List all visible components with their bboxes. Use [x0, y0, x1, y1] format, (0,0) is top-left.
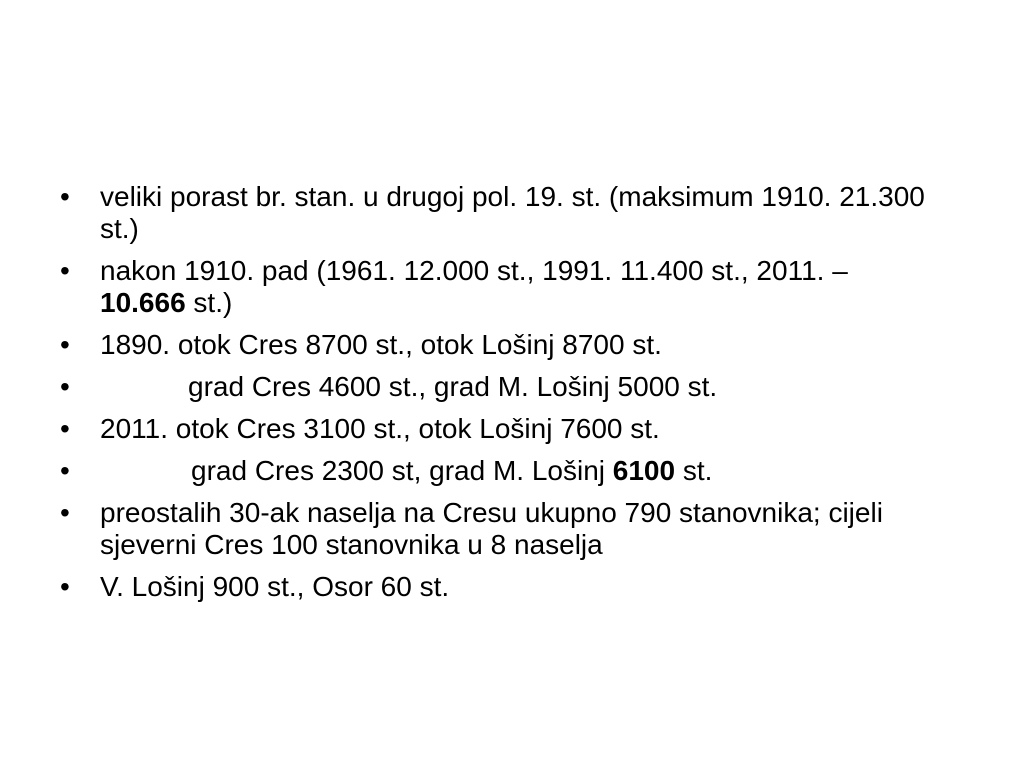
list-item [60, 497, 940, 561]
item-text: grad Cres 2300 st, grad M. Lošinj [191, 455, 613, 486]
list-item [60, 571, 940, 603]
bullet-icon: • [60, 329, 70, 360]
list-item [60, 181, 940, 245]
item-text: nakon 1910. pad (1961. 12.000 st., 1991. 11.400 st., 2011. – [100, 255, 848, 286]
list-item [60, 455, 940, 487]
bullet-icon: • [60, 255, 70, 286]
bullet-list [60, 181, 940, 613]
list-item [60, 255, 940, 319]
bullet-icon: • [60, 497, 70, 528]
item-text: grad Cres 4600 st., grad M. Lošinj 5000 st. [188, 371, 718, 402]
item-bold-value: 6100 [612, 455, 676, 486]
bullet-icon: • [60, 571, 70, 602]
list-item [60, 329, 940, 361]
bullet-icon: • [60, 413, 70, 444]
item-text: V. Lošinj 900 st., Osor 60 st. [100, 571, 450, 602]
item-text-suffix: st.) [185, 287, 233, 318]
bullet-icon: • [60, 181, 70, 212]
bullet-icon: • [60, 371, 70, 402]
item-text: veliki porast br. stan. u drugoj pol. 19. st. (maksimum 1910. 21.300 st.) [100, 181, 925, 244]
list-item [60, 413, 940, 445]
item-text: preostalih 30-ak naselja na Cresu ukupno 790 stanovnika; cijeli sjeverni Cres 100 stanovnika u 8 naselja [100, 497, 883, 560]
item-text-suffix: st. [675, 455, 713, 486]
bullet-icon: • [60, 455, 70, 486]
item-bold-value: 10.666 [100, 287, 186, 318]
item-text: 2011. otok Cres 3100 st., otok Lošinj 7600 st. [100, 413, 660, 444]
list-item [60, 371, 940, 403]
item-text: 1890. otok Cres 8700 st., otok Lošinj 8700 st. [100, 329, 662, 360]
